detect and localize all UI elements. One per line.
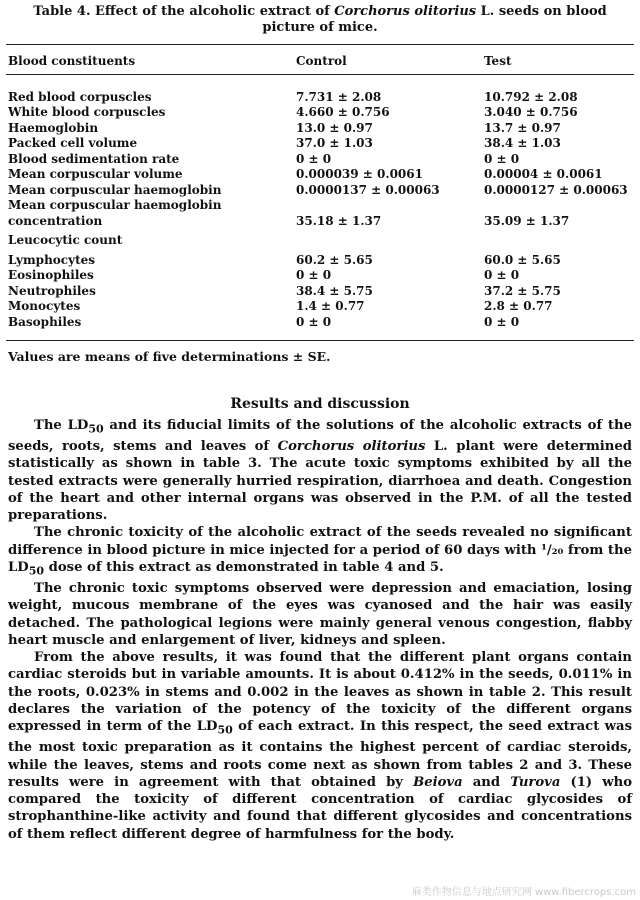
test-value: 35.09 ± 1.37	[484, 213, 570, 228]
row-label: Basophiles	[8, 314, 82, 329]
control-value: 13.0 ± 0.97	[296, 120, 373, 135]
test-value: 0.00004 ± 0.0061	[484, 167, 603, 181]
row-label: Mean corpuscular haemoglobin	[8, 182, 222, 197]
control-value: 0.0000137 ± 0.00063	[296, 182, 440, 197]
table-row	[8, 214, 634, 230]
table-header-rule	[6, 74, 634, 75]
site-watermark: 麻类作物信息与地点研究网 www.fibercrops.com	[411, 887, 636, 898]
row-label: Red blood corpuscles	[8, 89, 152, 104]
test-value: 10.792 ± 2.08	[484, 89, 578, 104]
paragraph-3: The chronic toxic symptoms observed were depression and emaciation, losing weight, mucous membrane of the eyes was cyanosed and the hair was easily detached. The pathological legions were mainly general venous congestion, flabby heart muscle and enlargement of liver, kidneys and spleen.	[8, 580, 632, 648]
control-value: 38.4 ± 5.75	[296, 283, 373, 298]
row-label: Lymphocytes	[8, 252, 96, 267]
paragraph-4: From the above results, it was found that the different plant organs contain cardiac steroids but in variable amounts. It is about 0.412% in the seeds, 0.011% in the roots, 0.023% in stems and 0.002 in the leaves as shown in table 2. This result declares the variation of the potency of the toxicity of the different organs expressed in term of the $LD_{50}$ of each extract. In this respect, the seed extract was the most toxic preparation as it contains the highest percent of cardiac steroids, while the leaves, stems and roots come next as shown from tables 2 and 3. These results were in agreement with that obtained by Beiova and Turova (1) who compared the toxicity of different concentration of cardiac glycosides of strophanthine-like activity and found that different glycosides and concentrations of them reflect different degree of harmfulness for the body.	[8, 650, 632, 842]
table-row	[8, 136, 634, 152]
test-value: 0 ± 0	[484, 151, 520, 166]
table-row	[8, 284, 634, 300]
test-value: 0 ± 0	[484, 268, 520, 282]
table-row	[8, 315, 634, 331]
table-row	[8, 268, 634, 284]
table-header-row	[8, 54, 634, 70]
control-value: 0 ± 0	[296, 314, 332, 329]
header-control: Control	[296, 54, 347, 68]
blood-picture-table	[8, 54, 634, 330]
test-value: 38.4 ± 1.03	[484, 136, 561, 150]
test-value: 2.8 ± 0.77	[484, 299, 553, 313]
table-caption: Table 4. Effect of the alcoholic extract of Corchorus olitorius L. seeds on blood picture of mice.	[33, 4, 607, 35]
control-value: 35.18 ± 1.37	[296, 213, 382, 228]
test-value: 0 ± 0	[484, 314, 520, 329]
row-label: White blood corpuscles	[8, 105, 166, 119]
row-label: Blood sedimentation rate	[8, 151, 180, 166]
control-value: 0 ± 0	[296, 151, 332, 166]
table-row	[8, 198, 634, 214]
table-row	[8, 121, 634, 137]
row-label: Monocytes	[8, 299, 81, 313]
row-label: Mean corpuscular volume	[8, 167, 183, 181]
body-text	[8, 417, 632, 843]
row-label-continued: concentration	[8, 213, 103, 228]
table-row	[8, 105, 634, 121]
table-row	[8, 299, 634, 315]
control-value: 0.000039 ± 0.0061	[296, 167, 423, 181]
test-value: 3.040 ± 0.756	[484, 105, 578, 119]
table-row	[8, 152, 634, 168]
control-value: 1.4 ± 0.77	[296, 299, 365, 313]
test-value: 60.0 ± 5.65	[484, 252, 561, 267]
leucocytic-count-label: Leucocytic count	[8, 233, 123, 247]
table-row	[8, 253, 634, 269]
control-value: 37.0 ± 1.03	[296, 136, 373, 150]
row-label: Eosinophiles	[8, 268, 94, 282]
section-title: Results and discussion	[230, 396, 410, 412]
table-row	[8, 183, 634, 199]
row-label: Mean corpuscular haemoglobin	[8, 198, 222, 212]
control-value: 0 ± 0	[296, 268, 332, 282]
header-blood-constituents: Blood constituents	[8, 54, 136, 68]
table-bottom-rule	[6, 340, 634, 341]
row-label: Haemoglobin	[8, 120, 99, 135]
paragraph-1: The $LD_{50}$ and its fiducial limits of the solutions of the alcoholic extracts of the seeds, roots, stems and leaves of Corchorus olitorius L. plant were determined statistically as shown in table 3. The acute toxic symptoms exhibited by all the tested extracts were generally hurried respiration, diarrhoea and death. Congestion of the heart and other internal organs was observed in the P.M. of all the tested preparations.	[8, 418, 633, 524]
table-row	[8, 167, 634, 183]
paragraph-2: The chronic toxicity of the alcoholic extract of the seeds revealed no significant difference in blood picture in mice injected for a period of 60 days with ¹/₂₀ from the $LD_{50}$ dose of this extract as demonstrated in table 4 and 5.	[8, 525, 632, 578]
table-footnote: Values are means of five determinations ± SE.	[8, 349, 331, 364]
test-value: 0.0000127 ± 0.00063	[484, 182, 628, 197]
table-row	[8, 90, 634, 106]
leucocytic-count-heading-row	[8, 233, 634, 249]
row-label: Packed cell volume	[8, 136, 138, 150]
control-value: 60.2 ± 5.65	[296, 252, 373, 267]
test-value: 37.2 ± 5.75	[484, 283, 561, 298]
row-label: Neutrophiles	[8, 283, 96, 298]
test-value: 13.7 ± 0.97	[484, 120, 561, 135]
control-value: 7.731 ± 2.08	[296, 89, 382, 104]
table-top-rule	[6, 44, 634, 45]
control-value: 4.660 ± 0.756	[296, 105, 390, 119]
header-test: Test	[484, 54, 512, 68]
